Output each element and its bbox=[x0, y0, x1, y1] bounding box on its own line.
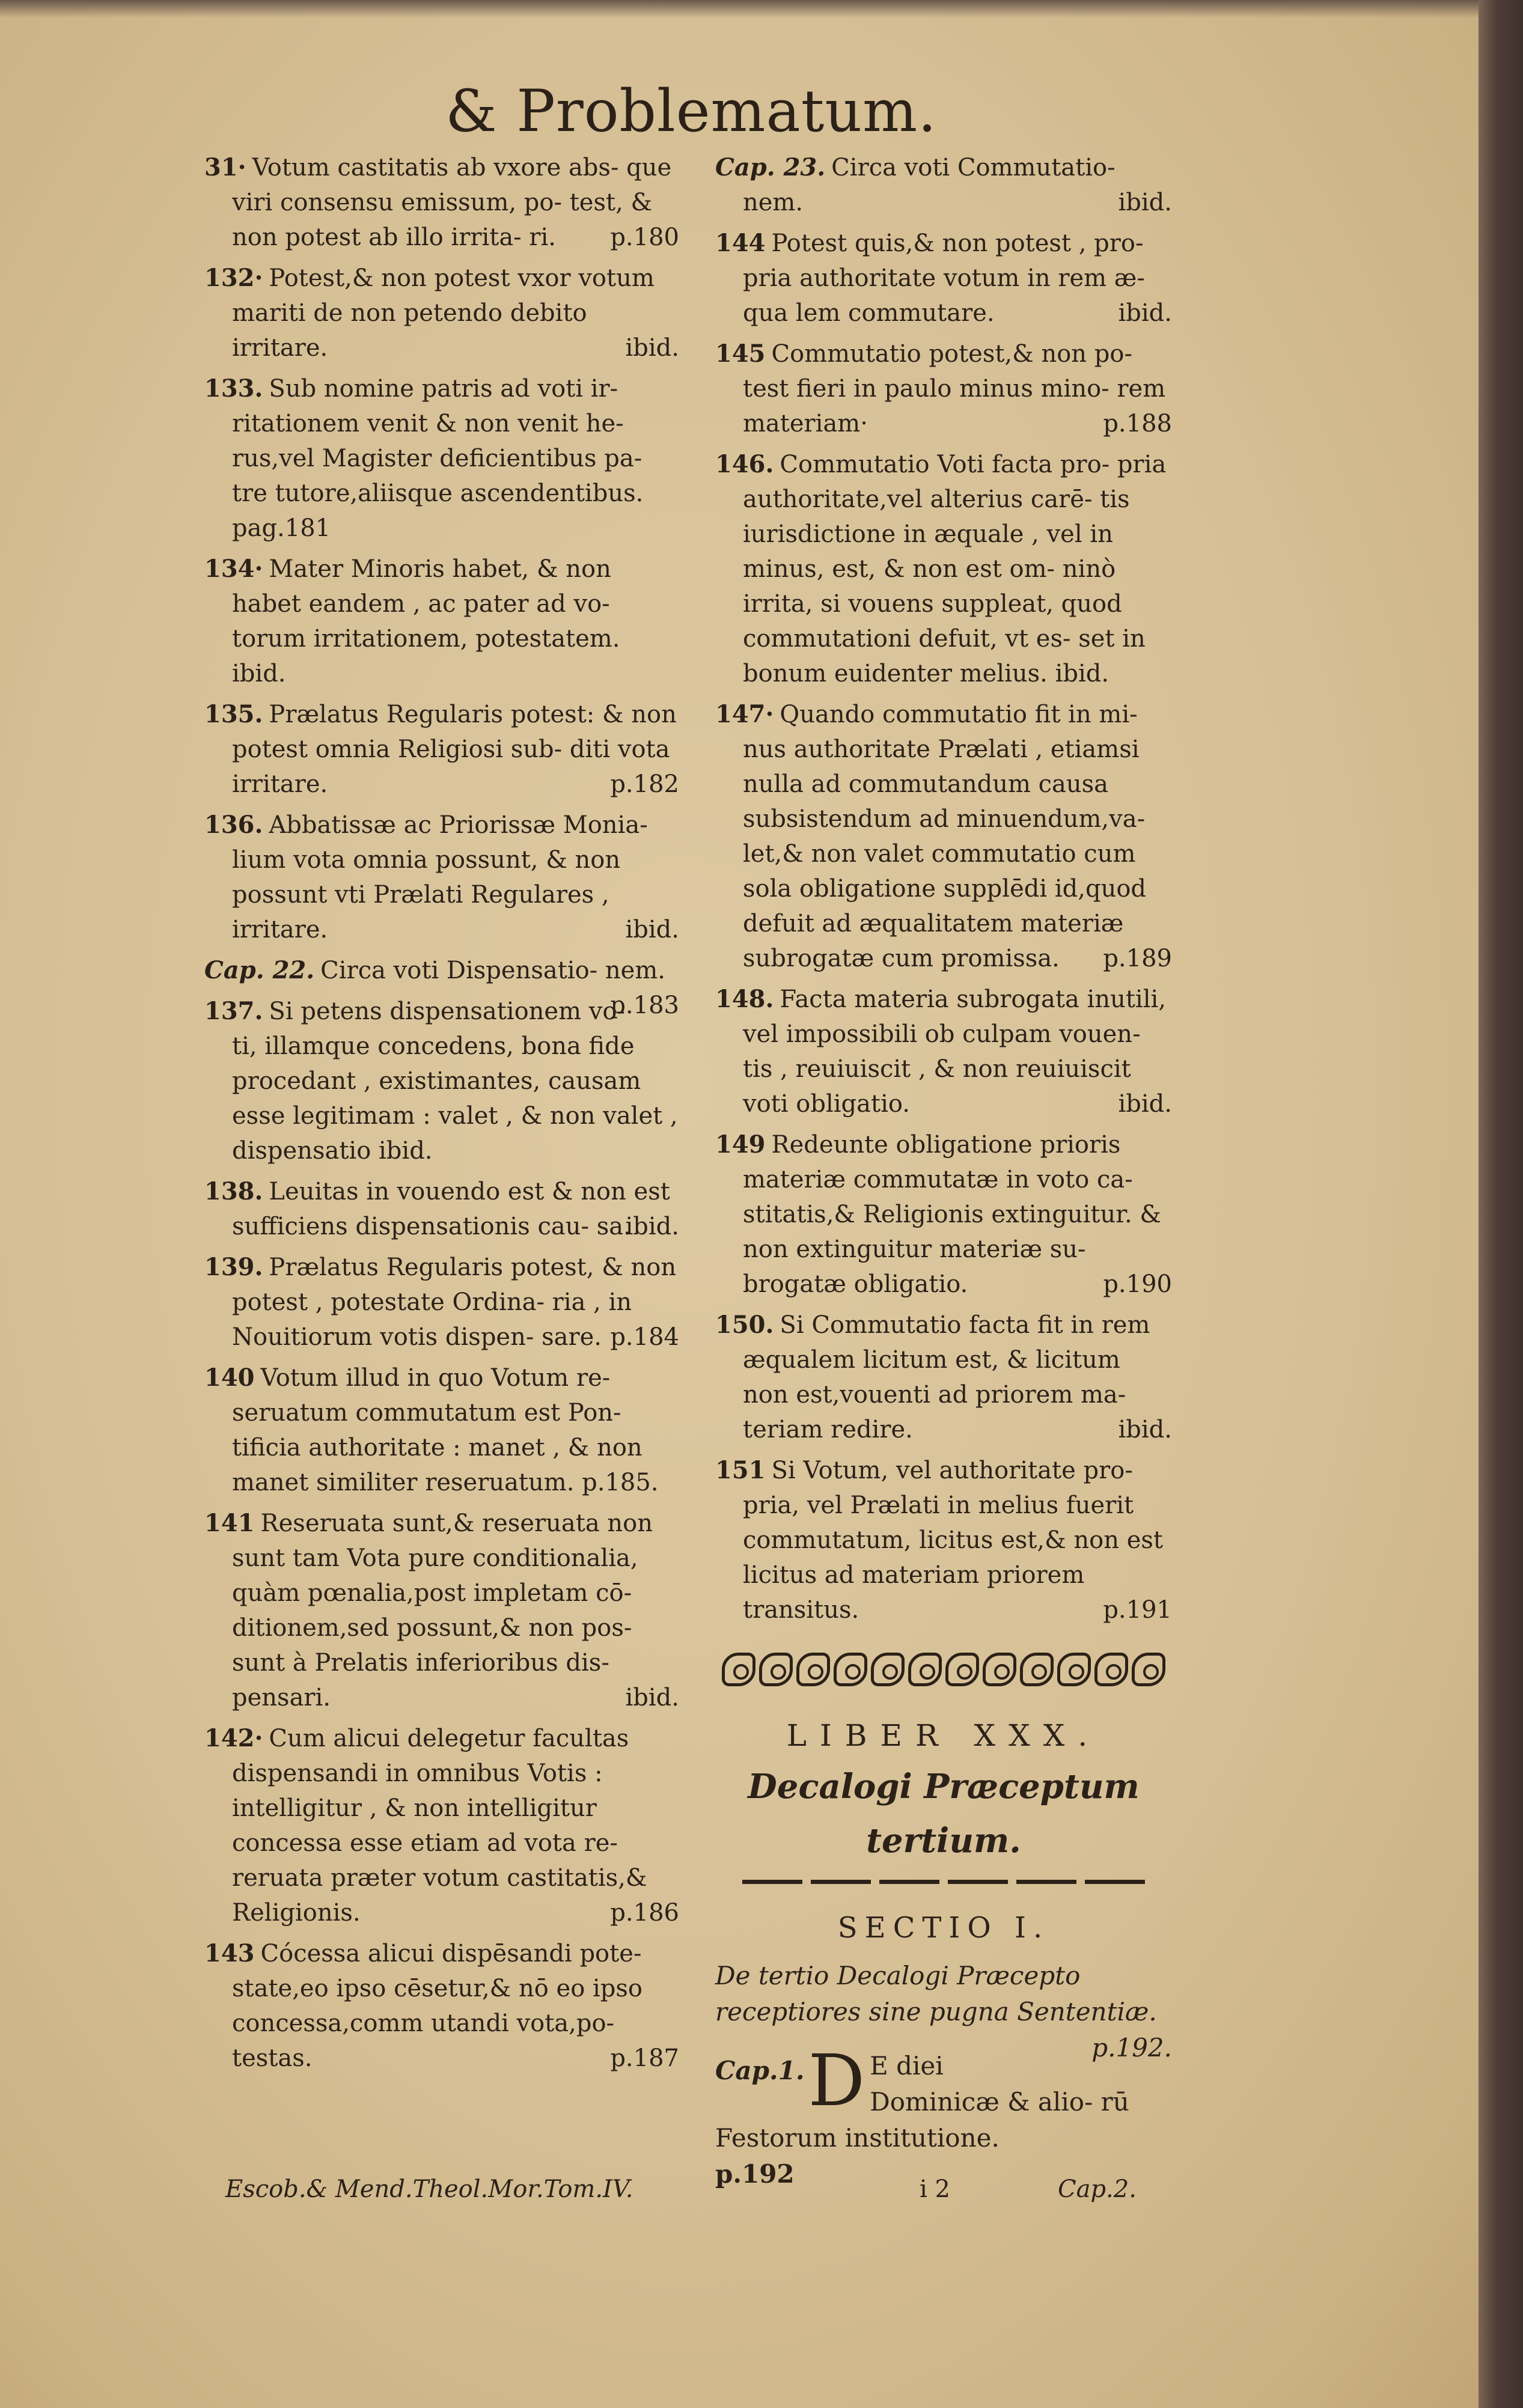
entry-text: Prælatus Regularis potest, & non potest , potestate Ordina- ria , in Nouitiorum votis dispen- sare. bbox=[232, 1254, 677, 1351]
entry-page-ref: ibid. bbox=[625, 916, 679, 943]
index-entry bbox=[204, 1936, 679, 2076]
entry-text: Prælatus Regularis potest: & non potest omnia Religiosi sub- diti vota irritare. bbox=[232, 701, 677, 798]
entry-text: Facta materia subrogata inutili, vel impossibili ob culpam vouen- tis , reuiuiscit , & non reuiuiscit voti obligatio. bbox=[743, 986, 1167, 1118]
index-entry bbox=[204, 261, 679, 365]
entry-number: 137. bbox=[204, 997, 263, 1025]
entry-text: Reseruata sunt,& reseruata non sunt tam Vota pure conditionalia, quàm pœnalia,post impletam cō- ditionem,sed possunt,& non pos- sunt à Prelatis inferioribus dis- pensari. bbox=[232, 1510, 653, 1712]
entry-text: Si Votum, vel authoritate pro- pria, vel Prælati in melius fuerit commutatum, licitus est,& non est licitus ad materiam priorem transitus. bbox=[743, 1457, 1163, 1624]
entry-text: Sub nomine patris ad voti ir- ritationem venit & non venit he- rus,vel Magister deficientibus pa- tre tutore,aliisque ascendentibus. pag.181 bbox=[232, 375, 644, 542]
entry-text: Redeunte obligatione prioris materiæ commutatæ in voto ca- stitatis,& Religionis extinguitur. & non extinguitur materiæ su- brogatæ obligatio. bbox=[743, 1131, 1162, 1298]
index-entry bbox=[204, 1506, 679, 1715]
entry-text: Votum castitatis ab vxore abs- que viri consensu emissum, po- test, & non potest ab illo irrita- ri. bbox=[232, 154, 672, 251]
entry-text: Cócessa alicui dispēsandi pote- state,eo ipso cēsetur,& nō eo ipso concessa,comm utandi vota,po- testas. bbox=[232, 1940, 643, 2072]
entry-number: 136. bbox=[204, 811, 263, 839]
index-entry bbox=[715, 150, 1172, 220]
page-binding-edge bbox=[1479, 0, 1523, 2408]
entry-page-ref: p.180 bbox=[610, 224, 679, 251]
entry-text: Mater Minoris habet, & non habet eandem , ac pater ad vo- torum irritationem, potestatem. ibid. bbox=[232, 555, 620, 687]
section-heading: SECTIO I. bbox=[837, 1911, 1050, 1945]
entry-text: Leuitas in vouendo est & non est sufficiens dispensationis cau- sa. bbox=[232, 1178, 670, 1240]
entry-page-ref: p.190 bbox=[1103, 1270, 1172, 1298]
ornament-icon bbox=[1020, 1653, 1054, 1686]
entry-page-ref: ibid. bbox=[625, 334, 679, 362]
section-description-page: p.192. bbox=[1091, 2033, 1172, 2062]
ornament-icon bbox=[1057, 1653, 1091, 1686]
entry-number: 140 bbox=[204, 1364, 255, 1392]
entry-page-ref: ibid. bbox=[1118, 299, 1172, 327]
entry-number: 143 bbox=[204, 1939, 255, 1968]
chapter-one-page: p.192 bbox=[715, 2159, 795, 2189]
ornament-icon bbox=[759, 1653, 793, 1686]
index-entry bbox=[204, 552, 679, 691]
index-entry bbox=[715, 1127, 1172, 1302]
drop-cap-letter: D bbox=[808, 2039, 865, 2122]
index-entry bbox=[715, 447, 1172, 691]
footer-catchword: Cap.2. bbox=[1058, 2175, 1137, 2203]
entry-page-ref: p.183 bbox=[610, 992, 679, 1019]
entry-page-ref: p.189 bbox=[1103, 945, 1172, 972]
entry-page-ref: ibid. bbox=[1118, 1416, 1172, 1443]
page-header: & Problematum. bbox=[445, 78, 937, 145]
ornament-icon bbox=[796, 1653, 830, 1686]
right-column bbox=[715, 150, 1172, 2192]
index-entry bbox=[715, 697, 1172, 976]
index-entry bbox=[204, 1361, 679, 1500]
index-entry bbox=[204, 150, 679, 255]
entry-number: 138. bbox=[204, 1177, 263, 1206]
index-entry bbox=[715, 1308, 1172, 1447]
index-entry bbox=[204, 994, 679, 1168]
entry-page-ref: ibid. bbox=[625, 1213, 679, 1240]
footer-book-title: Escob.& Mend.Theol.Mor.Tom.IV. bbox=[225, 2175, 633, 2203]
index-entry bbox=[204, 1721, 679, 1930]
entry-page-ref: p.186 bbox=[610, 1899, 679, 1927]
entry-page-ref: p.182 bbox=[610, 770, 679, 798]
entry-page-ref: p.184 bbox=[610, 1323, 679, 1351]
entry-page-ref: ibid. bbox=[625, 1684, 679, 1712]
page-top-shadow bbox=[0, 0, 1523, 18]
entry-number: 139. bbox=[204, 1253, 263, 1281]
entry-text: Commutatio potest,& non po- test fieri in paulo minus mino- rem materiam· bbox=[743, 340, 1166, 437]
footer-signature: i 2 bbox=[920, 2175, 950, 2203]
index-entry bbox=[715, 337, 1172, 441]
entry-text: Commutatio Voti facta pro- pria authoritate,vel alterius carē- tis iurisdictione in æquale , vel in minus, est, & non est om- ninò irrita, si vouens suppleat, quod commutationi defuit, vt es- set in bonum euidenter melius. ibid. bbox=[743, 451, 1167, 687]
entry-page-ref: p.187 bbox=[610, 2044, 679, 2072]
ornament-icon bbox=[871, 1653, 905, 1686]
ornament-icon bbox=[908, 1653, 942, 1686]
index-entry bbox=[715, 226, 1172, 331]
entry-number: 150. bbox=[715, 1311, 774, 1339]
entry-text: Potest quis,& non potest , pro- pria authoritate votum in rem æ- qua lem commutare. bbox=[743, 230, 1145, 327]
entry-text: Si Commutatio facta fit in rem æqualem licitum est, & licitum non est,vouenti ad priorem ma- teriam redire. bbox=[743, 1311, 1150, 1443]
index-entry bbox=[204, 697, 679, 802]
entry-number: 144 bbox=[715, 229, 766, 257]
index-entry bbox=[204, 1174, 679, 1244]
entry-number: Cap. 23. bbox=[715, 153, 826, 181]
entry-number: 147· bbox=[715, 700, 774, 728]
entry-number: 135. bbox=[204, 700, 263, 728]
right-entry-list bbox=[715, 150, 1172, 1627]
entry-page-ref: p.191 bbox=[1103, 1596, 1172, 1624]
book-subheading: Decalogi Præceptum tertium. bbox=[748, 1767, 1140, 1861]
entry-text: Circa voti Commutatio- nem. bbox=[743, 154, 1116, 216]
chapter-one-label: Cap.1. bbox=[715, 2056, 805, 2085]
entry-number: 149 bbox=[715, 1130, 766, 1159]
entry-text: Abbatissæ ac Priorissæ Monia- lium vota omnia possunt, & non possunt vti Prælati Regulares , irritare. bbox=[232, 811, 648, 943]
index-entry bbox=[715, 1453, 1172, 1627]
entry-number: 133. bbox=[204, 374, 263, 403]
entry-number: 141 bbox=[204, 1509, 255, 1537]
index-entry bbox=[204, 808, 679, 947]
ornament-icon bbox=[945, 1653, 979, 1686]
entry-text: Potest,& non potest vxor votum mariti de non petendo debito irritare. bbox=[232, 264, 655, 362]
entry-page-ref: ibid. bbox=[1118, 189, 1172, 216]
divider-rule bbox=[715, 1874, 1172, 1889]
ornament-icon bbox=[1094, 1653, 1128, 1686]
ornament-icon bbox=[983, 1653, 1016, 1686]
index-entry bbox=[204, 371, 679, 546]
entry-text: Circa voti Dispensatio- nem. bbox=[320, 957, 665, 984]
ornament-icon bbox=[1132, 1653, 1165, 1686]
entry-page-ref: p.188 bbox=[1103, 410, 1172, 437]
section-description-text: De tertio Decalogi Præcepto receptiores sine pugna Sententiæ. bbox=[715, 1961, 1157, 2026]
entry-text: Si petens dispensationem vo- ti, illamque concedens, bona fide procedant , existimantes, causam esse legitimam : valet , & non valet , dispensatio ibid. bbox=[232, 998, 678, 1165]
entry-number: 31· bbox=[204, 153, 246, 181]
entry-number: 134· bbox=[204, 555, 263, 583]
section-description bbox=[715, 1958, 1172, 2062]
entry-page-ref: ibid. bbox=[1118, 1090, 1172, 1118]
entry-text: Cum alicui delegetur facultas dispensandi in omnibus Votis : intelligitur , & non intelligitur concessa esse etiam ad vota re- reruata præter votum castitatis,& Religionis. bbox=[232, 1725, 647, 1927]
entry-number: 145 bbox=[715, 340, 766, 368]
index-entry bbox=[715, 982, 1172, 1121]
book-heading: LIBER XXX. bbox=[786, 1718, 1101, 1753]
index-entry bbox=[204, 1250, 679, 1355]
chapter-one-entry bbox=[715, 2039, 1172, 2192]
entry-number: 146. bbox=[715, 450, 774, 478]
entry-number: 151 bbox=[715, 1456, 766, 1484]
entry-number: 132· bbox=[204, 264, 263, 292]
ornament-icon bbox=[834, 1653, 867, 1686]
entry-number: 142· bbox=[204, 1724, 263, 1752]
entry-number: Cap. 22. bbox=[204, 956, 315, 984]
entry-text: Quando commutatio fit in mi- nus authoritate Prælati , etiamsi nulla ad commutandum causa subsistendum ad minuendum,va- let,& non valet commutatio cum sola obligatione supplēdi id,quod defuit ad æqualitatem materiæ subrogatæ cum promissa. bbox=[743, 701, 1147, 972]
entry-text: Votum illud in quo Votum re- seruatum commutatum est Pon- tificia authoritate : manet , & non manet similiter reseruatum. p.185. bbox=[232, 1364, 659, 1496]
ornament-band bbox=[715, 1653, 1172, 1695]
chapter-one-text: E diei Dominicæ & alio- rū Festorum institutione. bbox=[715, 2051, 1129, 2153]
ornament-icon bbox=[722, 1653, 755, 1686]
left-column bbox=[204, 150, 679, 2082]
entry-number: 148. bbox=[715, 985, 774, 1013]
